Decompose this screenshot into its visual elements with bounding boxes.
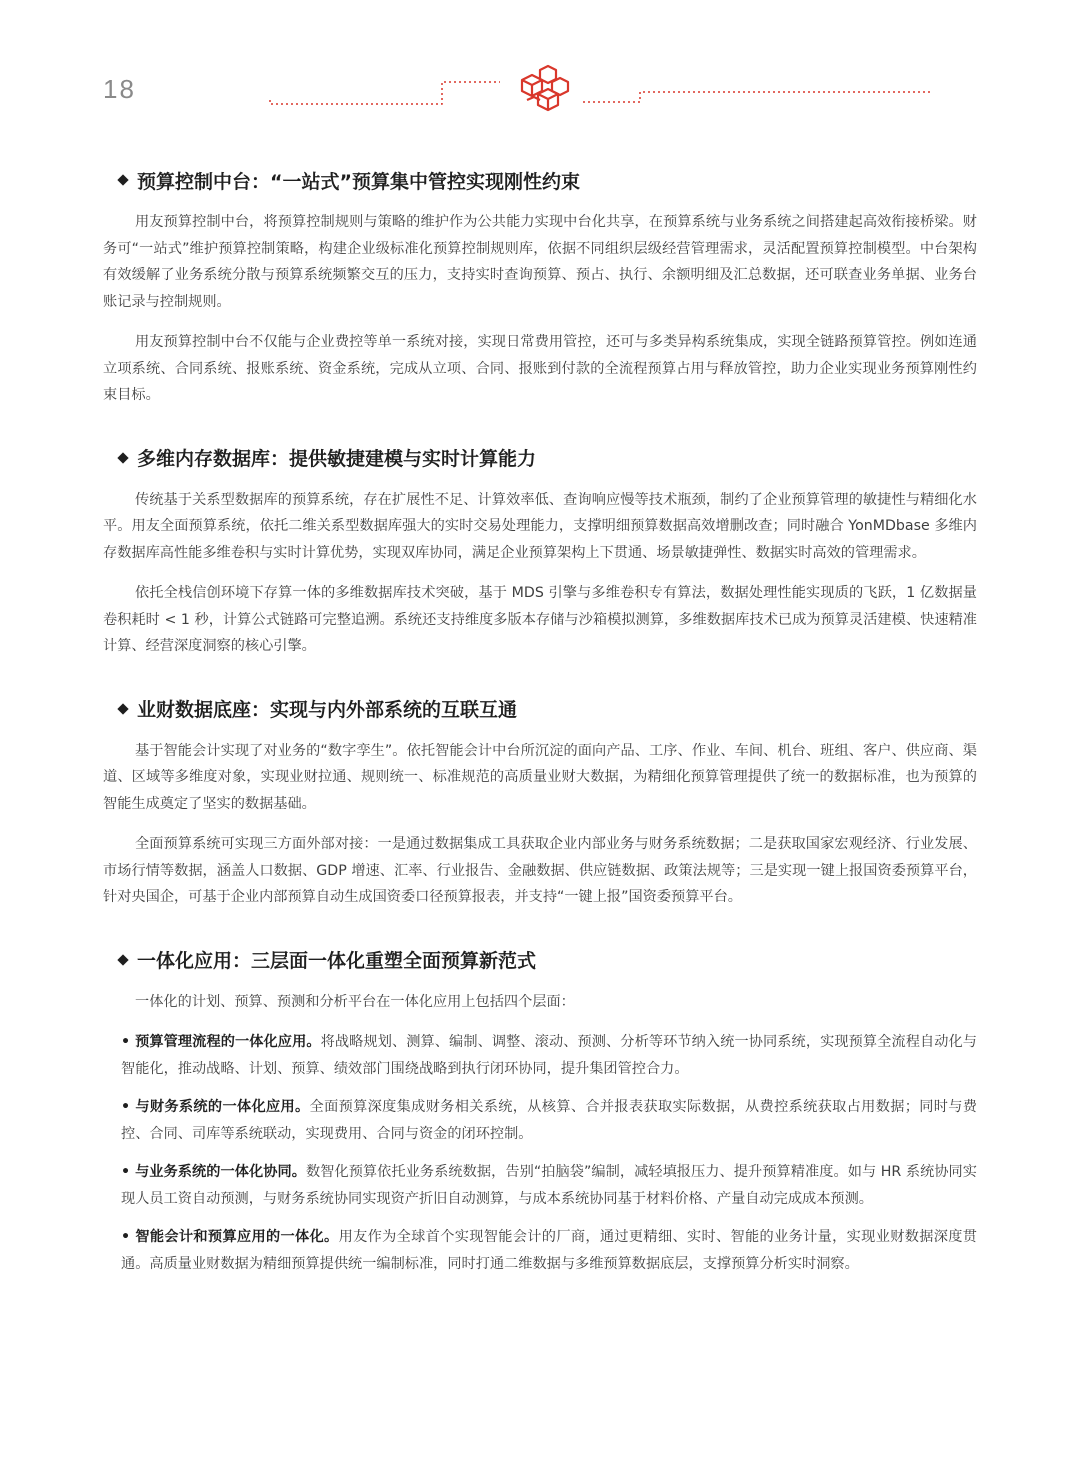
diamond-bullet-icon — [117, 174, 128, 185]
bullet-item: • 与业务系统的一体化协同。数智化预算依托业务系统数据，告别“拍脑袋”编制，减轻填报压力、提升预算精准度。如与 HR 系统协同实现人员工资自动预测，与财务系统协同实现资产折旧自动测算，与成本系统协同基于材料价格、产量自动完成成本预测。 — [121, 1164, 977, 1207]
section-multidim-database — [103, 443, 977, 660]
section-budget-control — [103, 165, 977, 409]
left-dotted-line — [270, 82, 500, 104]
article-body — [103, 165, 977, 1311]
diamond-bullet-icon — [117, 452, 128, 463]
paragraph: 传统基于关系型数据库的预算系统，存在扩展性不足、计算效率低、查询响应慢等技术瓶颈，制约了企业预算管理的敏捷性与精细化水平。用友全面预算系统，依托二维关系型数据库强大的实时交易处理能力，支撑明细预算数据高效增删改查；同时融合 YonMDbase 多维内存数据库高性能多维卷积与实时计算优势，实现双库协同，满足企业预算架构上下贯通、场景敏捷弹性、数据实时高效的管理需求。 — [103, 491, 977, 561]
section-title: 预算控制中台：“一站式”预算集中管控实现刚性约束 — [119, 165, 977, 195]
diamond-bullet-icon — [117, 703, 128, 714]
bullet-item: • 智能会计和预算应用的一体化。用友作为全球首个实现智能会计的厂商，通过更精细、实时、智能的业务计量，实现业财数据深度贯通。高质量业财数据为精细预算提供统一编制标准，同时打通二维数据与多维预算数据底层，支撑预算分析实时洞察。 — [121, 1229, 977, 1272]
header-decoration — [0, 60, 1080, 120]
paragraph: 依托全栈信创环境下存算一体的多维数据库技术突破，基于 MDS 引擎与多维卷积专有算法，数据处理性能实现质的飞跃，1 亿数据量卷积耗时 < 1 秒，计算公式链路可完整追溯。系统还支持维度多版本存储与沙箱模拟测算，多维数据库技术已成为预算灵活建模、快速精准计算、经营深度洞察的核心引擎。 — [103, 585, 977, 654]
right-dotted-line — [583, 92, 930, 102]
section-integrated-application — [103, 945, 977, 1278]
paragraph: 基于智能会计实现了对业务的“数字孪生”。依托智能会计中台所沉淀的面向产品、工序、作业、车间、机台、班组、客户、供应商、渠道、区域等多维度对象，实现业财拉通、规则统一、标准规范的高质量业财大数据，为精细化预算管理提供了统一的数据标准，也为预算的智能生成奠定了坚实的数据基础。 — [103, 742, 977, 812]
paragraph: 全面预算系统可实现三方面外部对接：一是通过数据集成工具获取企业内部业务与财务系统数据；二是获取国家宏观经济、行业发展、市场行情等数据，涵盖人口数据、GDP 增速、汇率、行业报告、金融数据、供应链数据、政策法规等；三是实现一键上报国资委预算平台，针对央国企，可基于企业内部预算自动生成国资委口径预算报表，并支持“一键上报”国资委预算平台。 — [103, 836, 977, 905]
bullet-item: • 预算管理流程的一体化应用。将战略规划、测算、编制、调整、滚动、预测、分析等环节纳入统一协同系统，实现预算全流程自动化与智能化，推动战略、计划、预算、绩效部门围绕战略到执行闭环协同，提升集团管控合力。 — [121, 1034, 977, 1077]
section-title: 多维内存数据库：提供敏捷建模与实时计算能力 — [119, 443, 977, 473]
section-title: 一体化应用：三层面一体化重塑全面预算新范式 — [119, 945, 977, 975]
diamond-bullet-icon — [117, 954, 128, 965]
paragraph: 用友预算控制中台，将预算控制规则与策略的维护作为公共能力实现中台化共享，在预算系统与业务系统之间搭建起高效衔接桥梁。财务可“一站式”维护预算控制策略，构建企业级标准化预算控制规则库，依据不同组织层级经营管理需求，灵活配置预算控制模型。中台架构有效缓解了业务系统分散与预算系统频繁交互的压力，支持实时查询预算、预占、执行、余额明细及汇总数据，还可联查业务单据、业务台账记录与控制规则。 — [103, 214, 977, 310]
page-number: 18 — [103, 74, 136, 104]
bullet-item: • 与财务系统的一体化应用。全面预算深度集成财务相关系统，从核算、合并报表获取实际数据，从费控系统获取占用数据；同时与费控、合同、司库等系统联动，实现费用、合同与资金的闭环控制。 — [121, 1099, 977, 1142]
section-title: 业财数据底座：实现与内外部系统的互联互通 — [119, 694, 977, 724]
paragraph: 一体化的计划、预算、预测和分析平台在一体化应用上包括四个层面： — [135, 993, 575, 1010]
cubes-logo-icon — [522, 66, 568, 110]
section-data-foundation — [103, 694, 977, 911]
paragraph: 用友预算控制中台不仅能与企业费控等单一系统对接，实现日常费用管控，还可与多类异构系统集成，实现全链路预算管控。例如连通立项系统、合同系统、报账系统、资金系统，完成从立项、合同、报账到付款的全流程预算占用与释放管控，助力企业实现业务预算刚性约束目标。 — [103, 334, 977, 403]
